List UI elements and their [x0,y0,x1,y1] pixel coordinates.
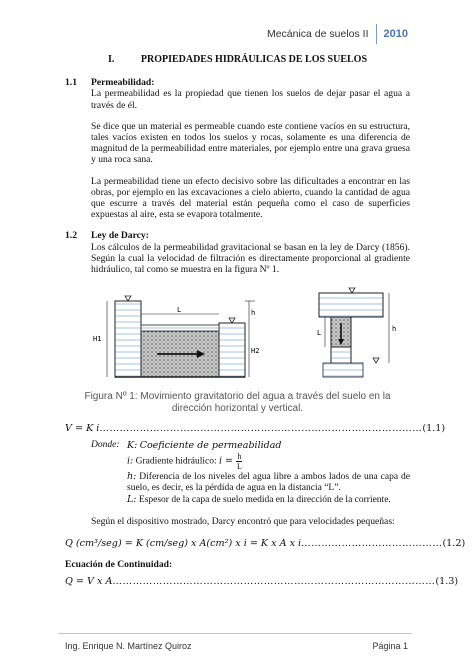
header-divider [376,24,377,44]
definition-i: i: Gradiente hidráulico: i = $\frac{h}{L}$ [127,452,242,472]
label-L: L [177,306,182,315]
gradient-fraction: $\frac{h}{L}$ [236,452,242,472]
label-h: h [251,309,256,318]
section-number: 1.2 [65,230,77,242]
page-header [267,24,408,44]
definition-h: h: Diferencia de los niveles del agua libre a ambos lados de una capa de suelo, es decir, es la pérdida de agua en la distancia “L”. [127,471,410,494]
equation-1-1: V = K i …………………………………………………………………………………… (1.1) [65,423,446,435]
chapter-heading [65,54,410,65]
definition-K: Donde: K: Coeficiente de permeabilidad [91,440,282,452]
definition-L: L: Espesor de la capa de suelo medida en la dirección de la corriente. [127,494,391,506]
footer-author: Ing. Enrique N. Martínez Quiroz [65,641,192,651]
definitions [91,440,410,506]
chapter-number: I. [107,54,115,65]
paragraph: Se dice que un material es permeable cuando este contiene vacíos en su estructura, tales vacíos existen en todos los suelos y rocas, solamente es una diferencia de magnitud de la permeabilidad entre materiales, por ejemplo entre una grava gruesa y una roca sana. [91,120,410,166]
label-H1: H1 [93,335,102,344]
section-heading-darcy [65,230,410,241]
continuity-heading: Ecuación de Continuidad: [65,558,173,570]
paragraph: La permeabilidad es la propiedad que tienen los suelos de dejar pasar el agua a través de él. [91,88,410,111]
footer-divider [58,633,412,634]
equation-1-2: Q (cm³/seg) = K (cm/seg) x A(cm²) x i = K x A x i …………………………………… (1.2) [65,537,466,549]
document-body [65,54,466,593]
header-title: Mecánica de suelos II [266,28,369,40]
label-h-vertical: h [392,325,397,334]
footer-page-number: Página 1 [372,641,408,651]
chapter-title: PROPIEDADES HIDRÁULICAS DE LOS SUELOS [140,54,368,65]
section-title: Ley de Darcy: [91,230,149,242]
paragraph: Los cálculos de la permeabilidad gravitacional se basan en la ley de Darcy (1856). Según la cual la velocidad de filtración es directamente proporcional al gradiente hidráulico, tal como se muestra en la figura Nº 1. [91,241,410,276]
header-year: 2010 [383,28,408,40]
figure-caption: Figura Nº 1: Movimiento gravitatorio del agua a través del suelo en la dirección horizontal y vertical. [84,391,391,415]
label-L-vertical: L [317,329,322,338]
section-title: Permeabilidad: [91,77,155,89]
section-heading-permeabilidad [65,77,410,88]
paragraph-darcy-result: Según el dispositivo mostrado, Darcy encontró que para velocidades pequeñas: [91,516,395,528]
equation-1-3: Q = V x A …………………………………………………………………………………… (1.3) [65,576,459,588]
section-number: 1.1 [65,77,77,89]
label-H2: H2 [251,347,260,356]
darcy-figure [91,283,410,387]
page-footer [65,641,408,651]
paragraph: La permeabilidad tiene un efecto decisivo sobre las dificultades a encontrar en las obras, por ejemplo en las excavaciones a cielo abierto, cuando la cantidad de agua que escurre a través del material están pequeña como el caso de superficies expuestas al aire, esta se evapora totalmente. [91,175,410,221]
darcy-apparatus-diagram [87,283,407,387]
